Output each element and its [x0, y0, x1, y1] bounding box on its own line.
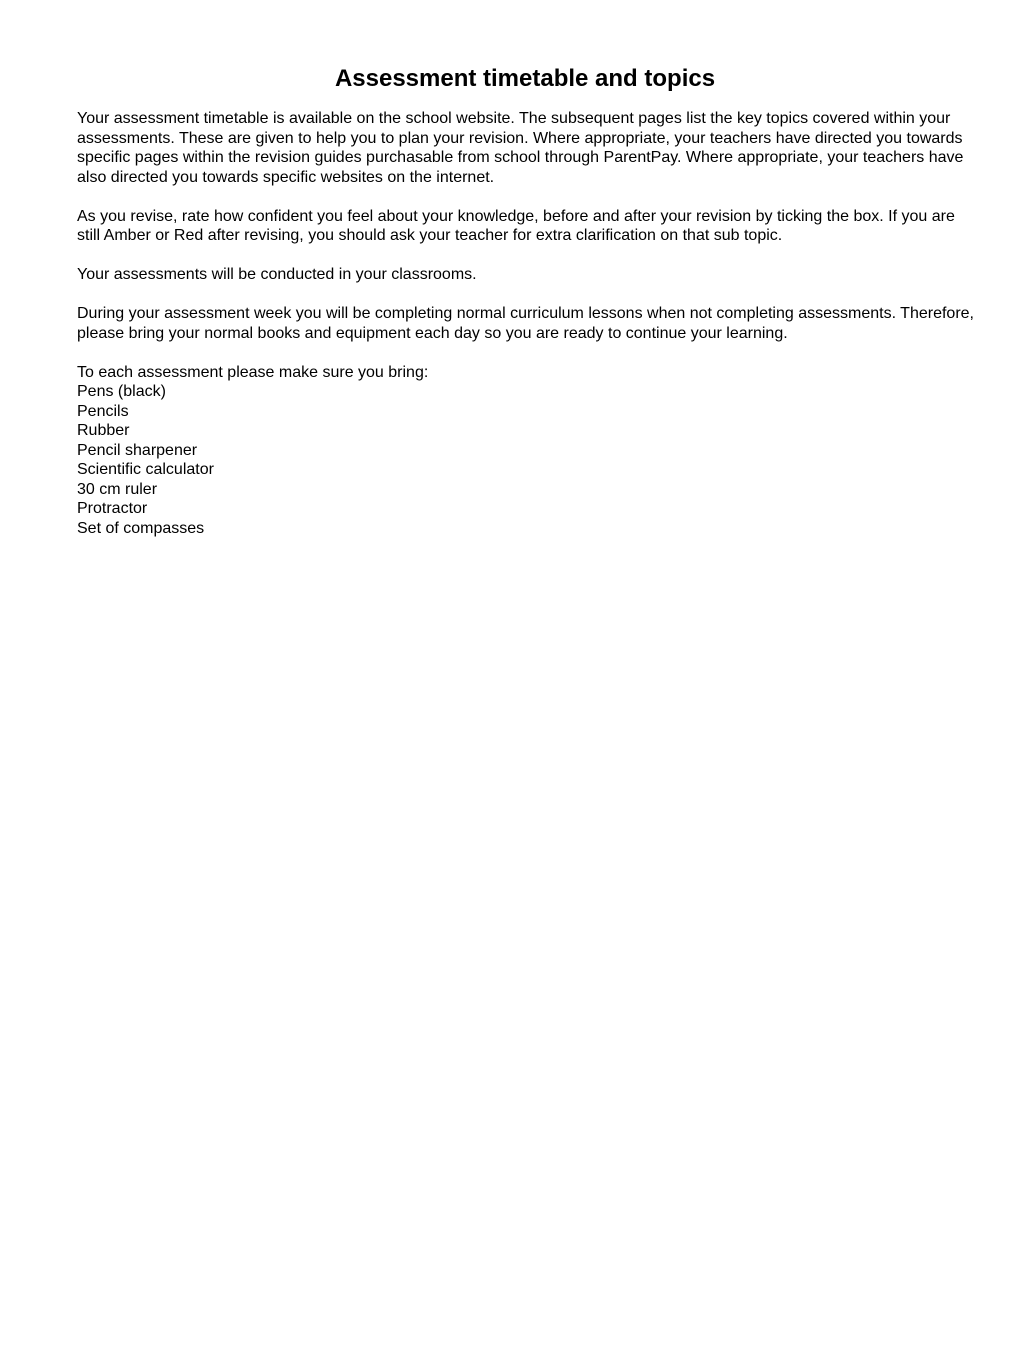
document-body — [77, 109, 1002, 538]
paragraph-line: Your assessments will be conducted in your classrooms. — [77, 266, 477, 283]
paragraph-line: During your assessment week you will be completing normal curriculum lessons when not completing assessments. Therefore, — [77, 305, 974, 322]
equipment-item: Pencil sharpener — [77, 441, 198, 459]
paragraph-line: still Amber or Red after revising, you should ask your teacher for extra clarification on that sub topic. — [77, 227, 783, 244]
paragraph-line: Your assessment timetable is available on the school website. The subsequent pages list the key topics covered within your — [77, 110, 951, 127]
paragraph-line: As you revise, rate how confident you feel about your knowledge, before and after your revision by ticking the box. If you are — [77, 207, 955, 225]
equipment-item: Scientific calculator — [77, 461, 214, 478]
paragraph-lessons — [77, 304, 1002, 343]
equipment-intro: To each assessment please make sure you bring: — [77, 363, 429, 381]
equipment-item: 30 cm ruler — [77, 480, 158, 498]
page-title: Assessment timetable and topics — [334, 65, 716, 92]
paragraph-line: specific pages within the revision guides purchasable from school through ParentPay. Where appropriate, your teachers have — [77, 149, 964, 166]
equipment-item: Set of compasses — [77, 519, 205, 537]
equipment-item: Pencils — [77, 402, 129, 420]
equipment-item: Rubber — [77, 422, 130, 439]
equipment-list — [77, 382, 1002, 538]
equipment-item: Pens (black) — [77, 383, 166, 400]
paragraph-timetable — [77, 109, 1002, 187]
paragraph-location — [77, 265, 1002, 285]
paragraph-line: also directed you towards specific websites on the internet. — [77, 168, 495, 186]
paragraph-confidence — [77, 207, 1002, 246]
equipment-item: Protractor — [77, 500, 148, 517]
paragraph-line: please bring your normal books and equipment each day so you are ready to continue your learning. — [77, 324, 788, 342]
paragraph-line: assessments. These are given to help you to plan your revision. Where appropriate, your teachers have directed you towards — [77, 129, 963, 147]
